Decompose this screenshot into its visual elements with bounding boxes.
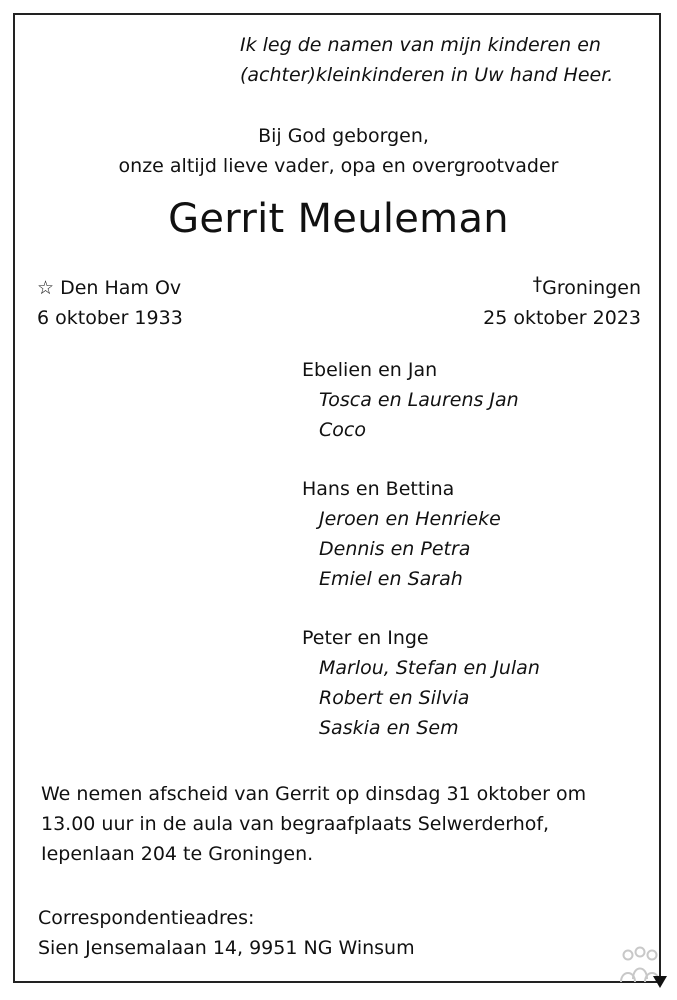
farewell-line: Iepenlaan 204 te Groningen.: [41, 843, 314, 865]
death-info: [483, 273, 641, 333]
farewell-text: [41, 779, 586, 869]
birth-info: [37, 273, 183, 333]
family-child: Jeroen en Henrieke: [319, 508, 501, 530]
farewell-line: We nemen afscheid van Gerrit op dinsdag 31 oktober om: [41, 783, 587, 805]
verse-line: (achter)kleinkinderen in Uw hand Heer.: [240, 64, 614, 86]
intro-line: Bij God geborgen,: [258, 125, 429, 147]
family-list: [302, 355, 540, 772]
farewell-line: 13.00 uur in de aula van begraafplaats Selwerderhof,: [41, 813, 550, 835]
family-child: Saskia en Sem: [319, 717, 459, 739]
family-child: Emiel en Sarah: [319, 568, 463, 590]
family-child: Coco: [319, 419, 366, 441]
birth-place: Den Ham Ov: [60, 277, 182, 299]
cross-icon: †: [532, 273, 543, 295]
intro: [0, 121, 677, 181]
intro-line: onze altijd lieve vader, opa en overgrootvader: [118, 155, 559, 177]
family-child: Robert en Silvia: [319, 687, 470, 709]
verse: [240, 30, 613, 90]
star-icon: ☆: [37, 277, 55, 299]
verse-line: Ik leg de namen van mijn kinderen en: [240, 34, 601, 56]
family-group: [302, 474, 540, 594]
correspondence: [38, 903, 415, 963]
family-child: Marlou, Stefan en Julan: [319, 657, 540, 679]
death-date: 25 oktober 2023: [483, 307, 641, 329]
correspondence-address: Sien Jensemalaan 14, 9951 NG Winsum: [38, 937, 415, 959]
family-child: Tosca en Laurens Jan: [319, 389, 519, 411]
birth-date: 6 oktober 1933: [37, 307, 183, 329]
family-parents: Ebelien en Jan: [302, 359, 438, 381]
death-place: Groningen: [542, 277, 641, 299]
family-group: [302, 355, 540, 445]
family-parents: Hans en Bettina: [302, 478, 455, 500]
expand-arrow-icon[interactable]: [652, 975, 668, 989]
deceased-name: Gerrit Meuleman: [168, 196, 509, 242]
family-child: Dennis en Petra: [319, 538, 471, 560]
family-parents: Peter en Inge: [302, 627, 429, 649]
family-group: [302, 623, 540, 743]
correspondence-label: Correspondentieadres:: [38, 907, 255, 929]
